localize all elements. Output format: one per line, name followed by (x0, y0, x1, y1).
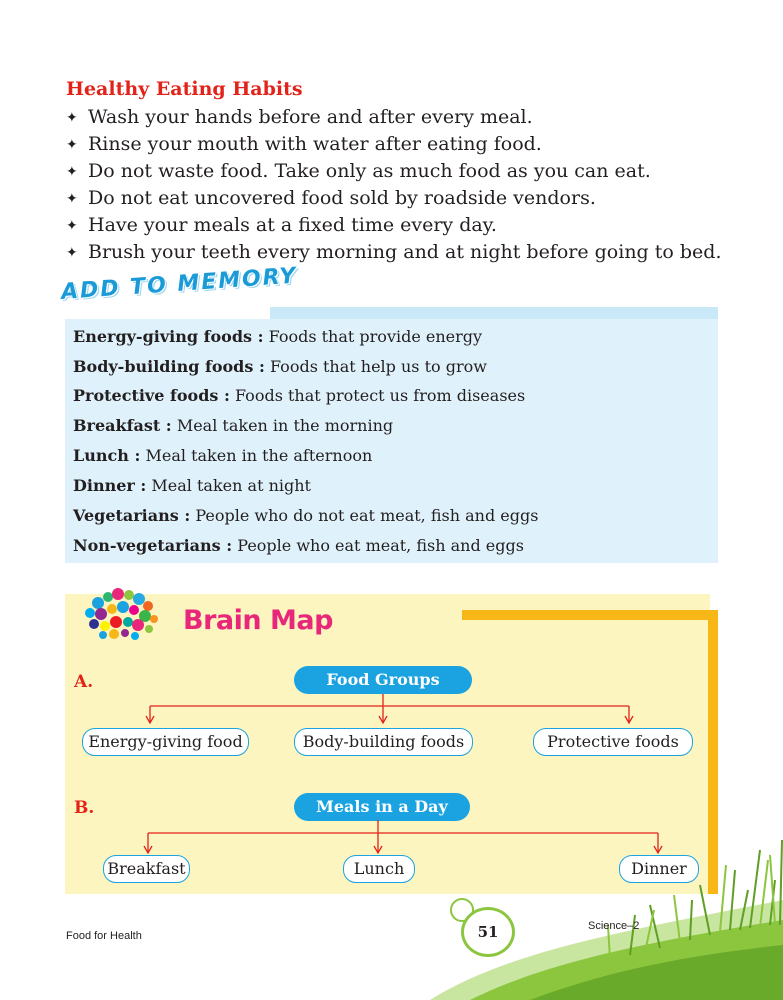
star-bullet-icon: ✦ (66, 245, 78, 261)
meals-in-a-day-node: Meals in a Day (294, 793, 470, 821)
list-item: ✦ Do not eat uncovered food sold by roadside vendors. (66, 185, 722, 212)
list-item: ✦ Rinse your mouth with water after eating food. (66, 131, 722, 158)
food-groups-node: Food Groups (294, 666, 472, 694)
memory-heading: ADD TO MEMORY (60, 263, 299, 305)
memory-entry: Lunch : Meal taken in the afternoon (73, 446, 373, 465)
section-a-label: A. (74, 672, 94, 692)
list-item: ✦ Have your meals at a fixed time every day. (66, 212, 722, 239)
energy-giving-food-node: Energy-giving food (82, 728, 249, 756)
brain-icon (76, 585, 166, 645)
star-bullet-icon: ✦ (66, 164, 78, 180)
habits-title: Healthy Eating Habits (66, 78, 303, 100)
list-item: ✦ Do not waste food. Take only as much food as you can eat. (66, 158, 722, 185)
memory-entry: Non-vegetarians : People who eat meat, fish and eggs (73, 536, 524, 555)
memory-box (65, 319, 718, 563)
footer-chapter: Food for Health (66, 930, 142, 942)
lunch-node: Lunch (343, 855, 415, 883)
memory-entry: Dinner : Meal taken at night (73, 476, 311, 495)
protective-foods-node: Protective foods (533, 728, 693, 756)
dinner-node: Dinner (619, 855, 699, 883)
memory-entry: Body-building foods : Foods that help us to grow (73, 357, 487, 376)
list-item: ✦ Wash your hands before and after every meal. (66, 104, 722, 131)
memory-entry: Breakfast : Meal taken in the morning (73, 416, 394, 435)
star-bullet-icon: ✦ (66, 218, 78, 234)
star-bullet-icon: ✦ (66, 137, 78, 153)
breakfast-node: Breakfast (103, 855, 190, 883)
page-number: 51 (461, 907, 515, 957)
memory-entry: Energy-giving foods : Foods that provide energy (73, 327, 483, 346)
footer-book: Science–2 (588, 920, 640, 932)
section-b-label: B. (74, 798, 95, 818)
star-bullet-icon: ✦ (66, 110, 78, 126)
body-building-foods-node: Body-building foods (294, 728, 473, 756)
brain-map-accent-bar (462, 610, 718, 620)
star-bullet-icon: ✦ (66, 191, 78, 207)
list-item: ✦ Brush your teeth every morning and at night before going to bed. (66, 239, 722, 266)
section-a-connectors (140, 692, 640, 732)
habits-list (66, 104, 722, 266)
memory-entry: Vegetarians : People who do not eat meat, fish and eggs (73, 506, 539, 525)
memory-entry: Protective foods : Foods that protect us from diseases (73, 386, 526, 405)
brain-map-title: Brain Map (183, 605, 333, 636)
